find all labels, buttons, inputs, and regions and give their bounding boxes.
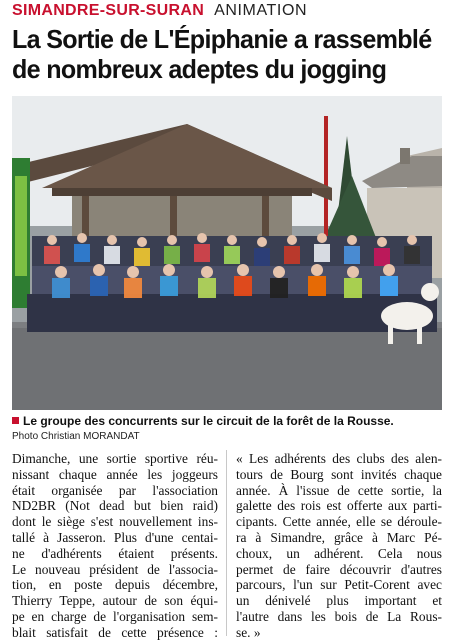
- photo-credit: Photo Christian MORANDAT: [12, 431, 140, 442]
- body-line: tallé à Jasseron. Plus d'une centai-: [12, 529, 218, 545]
- body-line: un dénivelé plus important et: [236, 593, 442, 609]
- headline: [12, 24, 442, 84]
- body-line: permet de faire découvrir d'autres: [236, 561, 442, 577]
- body-line: cipants. Cette année, elle se déroule-: [236, 514, 442, 530]
- body-line: se. »: [236, 624, 261, 640]
- body-line: Thierry Teppe, autour de son équi-: [12, 593, 218, 609]
- section-label: ANIMATION: [214, 2, 308, 19]
- article-column-right: [236, 451, 442, 641]
- column-divider: [226, 450, 227, 636]
- body-line: tion, en poste depuis décembre,: [12, 577, 218, 593]
- article-column-left: [12, 451, 218, 641]
- body-line: était organisée par l'association: [12, 482, 218, 498]
- headline-line-2: de nombreux adeptes du jogging: [12, 54, 387, 84]
- body-line: Dimanche, une sortie sportive réu-: [12, 451, 218, 466]
- group-photo: [12, 96, 442, 410]
- headline-line-1: La Sortie de L'Épiphanie a rassemblé: [12, 24, 432, 54]
- body-line: l'autre dans les bois de La Rous-: [236, 608, 442, 624]
- body-line: ND2BR (Not dead but bien raid): [12, 498, 218, 514]
- body-line: année. À l'issue de cette sortie, la: [236, 482, 442, 498]
- caption-text: Le groupe des concurrents sur le circuit de la forêt de la Rousse.: [23, 414, 394, 428]
- body-line: ra à Simandre, grâce à Marc Pé-: [236, 529, 442, 545]
- photo-caption: [12, 414, 452, 429]
- body-line: pe en charge de l'organisation sem-: [12, 608, 218, 624]
- kicker: [12, 2, 307, 24]
- location-label: SIMANDRE-SUR-SURAN: [12, 2, 205, 19]
- body-line: « Les adhérents des clubs des alen-: [236, 451, 442, 466]
- body-line: ne d'adhérents étaient présents.: [12, 545, 218, 561]
- body-line: choux, un adhérent. Cela nous: [236, 545, 442, 561]
- body-line: galette des rois est offerte aux parti-: [236, 498, 442, 514]
- caption-marker-icon: [12, 417, 19, 424]
- group-photo-illustration: [12, 96, 442, 410]
- body-line: tours de Bourg sont invités chaque: [236, 466, 442, 482]
- body-line: parcours, l'un sur Petit-Corent avec: [236, 577, 442, 593]
- body-line: blait satisfait de cette présence :: [12, 624, 218, 640]
- body-line: nissant chaque année les joggeurs: [12, 466, 218, 482]
- body-line: dont le siège s'est nouvellement ins-: [12, 514, 218, 530]
- body-line: Le nouveau président de l'associa-: [12, 561, 218, 577]
